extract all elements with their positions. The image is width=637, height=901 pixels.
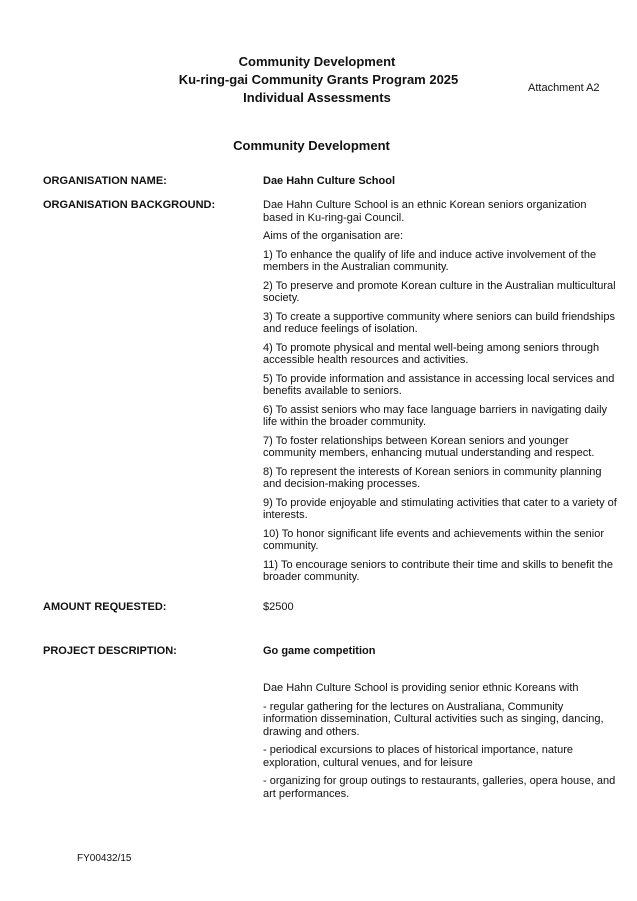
org-background-paragraph: Dae Hahn Culture School is an ethnic Korean seniors organization based in Ku-ring-gai Council. (263, 199, 587, 224)
org-background-paragraph: 1) To enhance the qualify of life and induce active involvement of the members in the Australian community. (263, 248, 597, 273)
org-background-paragraph: 8) To represent the interests of Korean seniors in community planning and decision-making processes. (263, 465, 602, 490)
org-name-value: Dae Hahn Culture School (263, 175, 396, 187)
org-background-paragraph: 4) To promote physical and mental well-being among seniors through accessible health resources and activities. (263, 341, 600, 366)
org-name-label: ORGANISATION NAME: (43, 175, 167, 187)
org-background-paragraph: 5) To provide information and assistance in accessing local services and benefits available to seniors. (263, 372, 615, 397)
org-background-value (263, 199, 619, 590)
org-background-paragraph: 10) To honor significant life events and achievements within the senior community. (263, 527, 604, 552)
org-background-paragraph: 7) To foster relationships between Korean seniors and younger community members, enhancing mutual understanding and respect. (263, 434, 595, 459)
document-header (0, 53, 637, 107)
org-background-paragraph: 3) To create a supportive community where seniors can build friendships and reduce feelings of isolation. (263, 310, 615, 335)
amount-requested-value: $2500 (263, 601, 294, 613)
org-background-paragraph: 2) To preserve and promote Korean culture in the Australian multicultural society. (263, 279, 616, 304)
project-paragraph: Dae Hahn Culture School is providing senior ethnic Koreans with (263, 682, 579, 694)
attachment-label: Attachment A2 (528, 82, 600, 94)
project-paragraph: - organizing for group outings to restaurants, galleries, opera house, and art performances. (263, 775, 616, 800)
project-paragraph: - periodical excursions to places of historical importance, nature exploration, cultural venues, and for leisure (263, 744, 573, 769)
org-background-paragraph: 9) To provide enjoyable and stimulating activities that cater to a variety of interests. (263, 496, 617, 521)
org-background-paragraph: 6) To assist seniors who may face language barriers in navigating daily life within the broader community. (263, 403, 608, 428)
amount-requested-label: AMOUNT REQUESTED: (43, 601, 167, 613)
org-background-paragraph: Aims of the organisation are: (263, 230, 404, 242)
project-description-label: PROJECT DESCRIPTION: (43, 645, 177, 657)
project-paragraph: - regular gathering for the lectures on Australiana, Community information dissemination, Cultural activities such as singing, dancing, drawing and others. (263, 700, 604, 738)
header-line-3: Individual Assessments (243, 90, 391, 105)
section-title: Community Development (233, 138, 390, 153)
org-background-paragraph: 11) To encourage seniors to contribute their time and skills to benefit the broader community. (263, 558, 613, 583)
project-description-value (263, 682, 619, 806)
org-background-label: ORGANISATION BACKGROUND: (43, 199, 216, 211)
header-line-1: Community Development (238, 54, 396, 69)
header-line-2: Ku-ring-gai Community Grants Program 2025 (178, 72, 459, 87)
project-title: Go game competition (263, 645, 376, 657)
document-reference-footer: FY00432/15 (77, 853, 132, 864)
